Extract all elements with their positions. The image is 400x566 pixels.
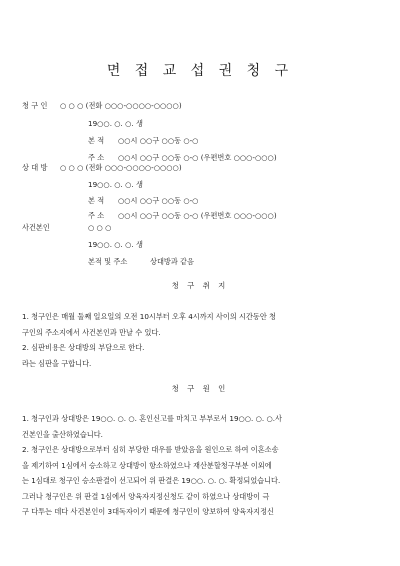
principal-birth: 19○○. ○. ○. 생 xyxy=(88,240,143,249)
cause-line: 는 1심대로 청구인 승소판결이 선고되어 위 판결은 19○○. ○. ○. 확정되었습니다. xyxy=(22,476,281,485)
cause-line: 그러나 청구인은 위 판결 1심에서 양육자지정신청도 같이 하였으나 상대방이 극 xyxy=(22,491,270,501)
cause-body xyxy=(22,411,360,520)
respondent-name-phone: ○ ○ ○ (전화 ○○○-○○○○-○○○○) xyxy=(60,163,182,172)
cause-line: 2. 청구인은 상대방으로부터 심히 부당한 대우를 받았음을 원인으로 하여 이혼소송 xyxy=(22,445,279,454)
purpose-line: 2. 심판비용은 상대방의 부담으로 한다. xyxy=(22,343,145,352)
purpose-body xyxy=(22,309,360,371)
purpose-line: 구인의 주소지에서 사건본인과 만날 수 있다. xyxy=(22,327,161,337)
claimant-address-label: 주 소 xyxy=(88,153,105,162)
claimant-address: ○○시 ○○구 ○○동 ○-○ (우편번호 ○○○-○○○) xyxy=(118,153,277,162)
claimant-domicile: ○○시 ○○구 ○○동 ○-○ xyxy=(118,136,199,145)
principal-domicile-address: 상대방과 같음 xyxy=(150,257,194,266)
purpose-heading: 청 구 취 지 xyxy=(171,281,229,290)
cause-heading: 청 구 원 인 xyxy=(171,384,229,393)
principal-label: 사건본인 xyxy=(22,223,50,232)
respondent-domicile: ○○시 ○○구 ○○동 ○-○ xyxy=(118,196,199,205)
claimant-birth: 19○○. ○. ○. 생 xyxy=(88,119,143,128)
purpose-line: 1. 청구인은 매월 둘째 일요일의 오전 10시부터 오후 4시까지 사이의 시간동안 청 xyxy=(22,312,277,321)
respondent-address: ○○시 ○○구 ○○동 ○-○ (우편번호 ○○○-○○○) xyxy=(118,211,277,220)
claimant-label: 청 구 인 xyxy=(22,101,48,110)
principal-domicile-address-label: 본적 및 주소 xyxy=(88,257,128,266)
cause-line: 건본인을 출산하였습니다. xyxy=(22,429,103,439)
cause-line: 을 제기하여 1심에서 승소하고 상대방이 항소하였으나 재산분할청구부분 이외에 xyxy=(22,460,272,470)
respondent-address-label: 주 소 xyxy=(88,211,105,220)
principal-name: ○ ○ ○ xyxy=(88,223,112,232)
claimant-name-phone: ○ ○ ○ (전화 ○○○-○○○○-○○○○) xyxy=(60,101,182,110)
respondent-label: 상 대 방 xyxy=(22,163,48,172)
claimant-domicile-label: 본 적 xyxy=(88,136,105,145)
respondent-birth: 19○○. ○. ○. 생 xyxy=(88,180,143,189)
purpose-line: 라는 심판을 구합니다. xyxy=(22,358,92,368)
cause-line: 1. 청구인과 상대방은 19○○. ○. ○. 혼인신고를 마치고 부부로서 19○○. ○. ○.사 xyxy=(22,414,282,423)
document-title: 면 접 교 섭 권 청 구 xyxy=(106,63,294,79)
cause-line: 구 다투는 데다 사건본인이 3대독자이기 때문에 청구인이 양보하여 양육자지정신 xyxy=(22,507,274,516)
respondent-domicile-label: 본 적 xyxy=(88,196,105,205)
